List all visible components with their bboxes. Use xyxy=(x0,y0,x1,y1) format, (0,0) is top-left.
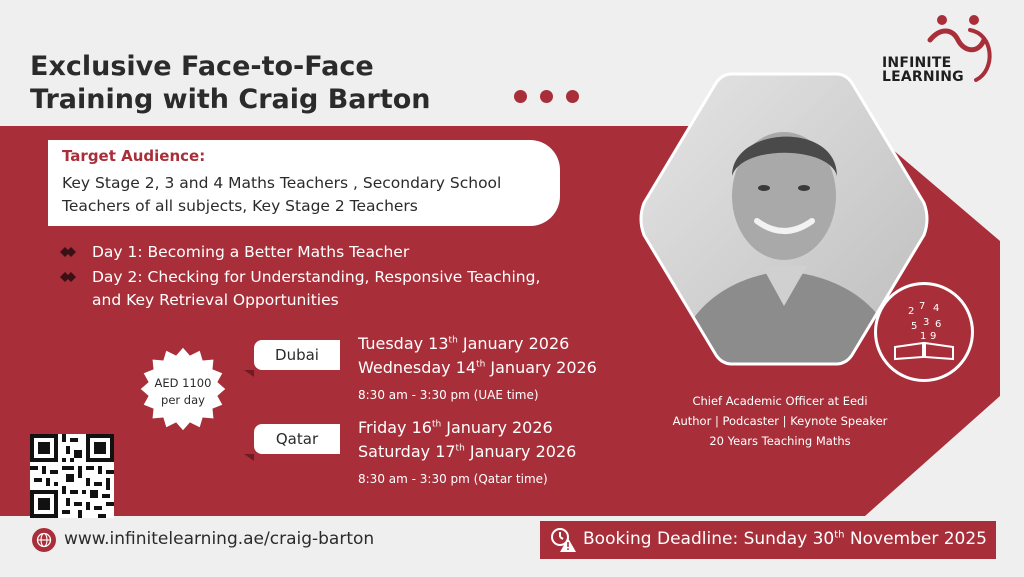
qatar-location-tab: Qatar xyxy=(254,424,340,454)
bio-line-2: Author | Podcaster | Keynote Speaker xyxy=(672,414,888,428)
svg-text:5: 5 xyxy=(911,321,918,332)
decorative-dot xyxy=(540,90,553,103)
page-title xyxy=(30,50,431,116)
day-2-text: Day 2: Checking for Understanding, Responsive Teaching, and Key Retrieval Opportunities xyxy=(92,268,541,309)
dubai-date-2: Wednesday 14th January 2026 xyxy=(358,358,597,377)
decorative-dot xyxy=(514,90,527,103)
double-diamond-bullet-icon xyxy=(60,270,76,284)
ribbon-fold xyxy=(244,454,254,461)
title-line-1: Exclusive Face-to-Face xyxy=(30,51,374,82)
svg-text:3: 3 xyxy=(923,317,930,328)
dubai-location-tab: Dubai xyxy=(254,340,340,370)
svg-text:7: 7 xyxy=(919,301,926,312)
website-link[interactable]: www.infinitelearning.ae/craig-barton xyxy=(64,529,375,549)
svg-text:9: 9 xyxy=(930,331,937,342)
qr-code[interactable] xyxy=(30,434,114,518)
open-book-numbers-icon xyxy=(877,285,971,379)
svg-text:1: 1 xyxy=(920,331,927,342)
globe-icon xyxy=(32,528,56,552)
maths-book-icon-badge xyxy=(874,282,974,382)
bio-line-1: Chief Academic Officer at Eedi xyxy=(692,394,868,408)
decorative-dot xyxy=(566,90,579,103)
qatar-date-2: Saturday 17th January 2026 xyxy=(358,442,577,461)
alarm-warning-icon xyxy=(549,526,577,554)
price-text xyxy=(137,375,229,409)
dubai-date-1: Tuesday 13th January 2026 xyxy=(358,334,570,353)
target-audience-text: Key Stage 2, 3 and 4 Maths Teachers , Secondary School Teachers of all subjects, Key Stage 2 Teachers xyxy=(62,174,502,215)
logo-line-2: LEARNING xyxy=(882,69,964,85)
logo-line-1: INFINITE xyxy=(882,55,952,71)
ribbon-fold xyxy=(244,370,254,377)
price-amount: AED 1100 xyxy=(154,376,212,390)
booking-deadline-text: Booking Deadline: Sunday 30th November 2025 xyxy=(583,529,987,549)
bio-line-3: 20 Years Teaching Maths xyxy=(709,434,851,448)
day-1-text: Day 1: Becoming a Better Maths Teacher xyxy=(92,243,410,261)
price-unit: per day xyxy=(161,393,205,407)
qatar-time: 8:30 am - 3:30 pm (Qatar time) xyxy=(358,472,548,486)
title-line-2: Training with Craig Barton xyxy=(30,84,431,115)
target-audience-label: Target Audience: xyxy=(62,147,206,165)
dubai-time: 8:30 am - 3:30 pm (UAE time) xyxy=(358,388,539,402)
qatar-date-1: Friday 16th January 2026 xyxy=(358,418,553,437)
svg-text:4: 4 xyxy=(933,303,940,314)
svg-text:6: 6 xyxy=(935,319,942,330)
svg-text:2: 2 xyxy=(908,306,915,317)
double-diamond-bullet-icon xyxy=(60,245,76,259)
